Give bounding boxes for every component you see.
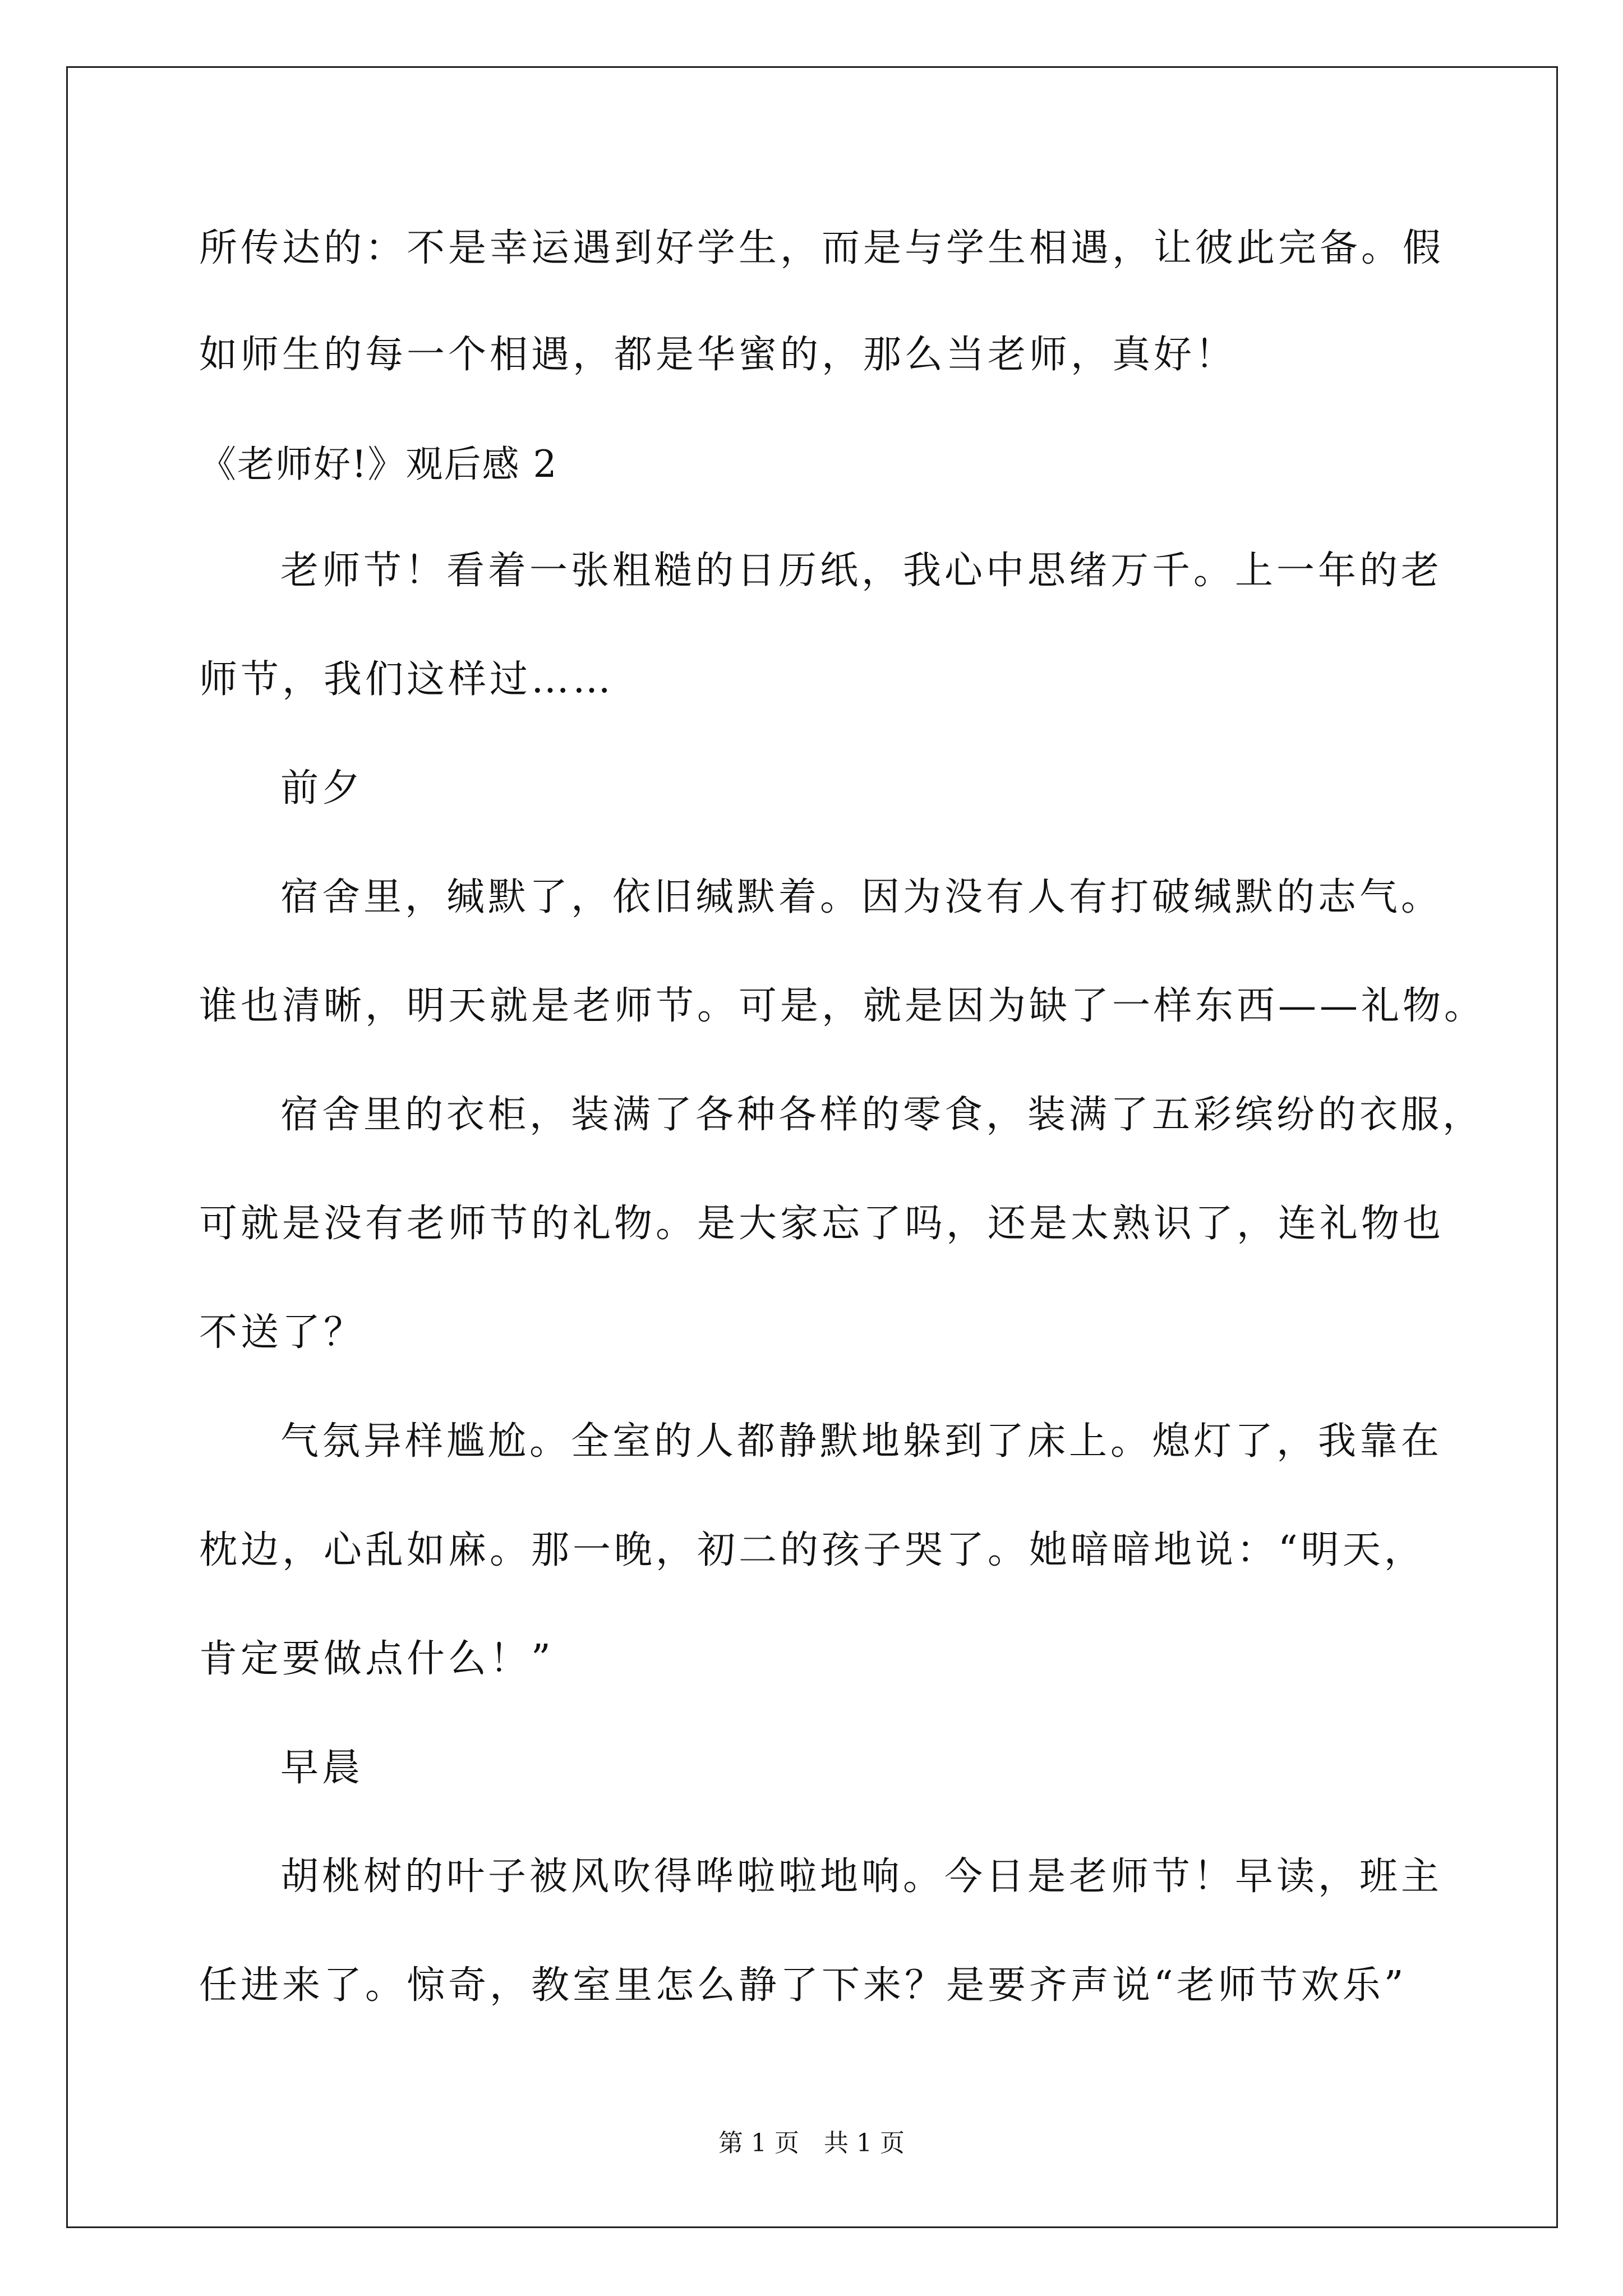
subheading-eve: 前夕 [280,766,364,811]
body-line-1: 所传达的：不是幸运遇到好学生，而是与学生相遇，让彼此完备。假 [199,226,1445,270]
subheading-morning: 早晨 [280,1746,364,1790]
body-line-8: 可就是没有老师节的礼物。是大家忘了吗，还是太熟识了，连礼物也 [199,1202,1445,1246]
body-line-4: 师节，我们这样过…… [199,657,615,702]
page-footer: 第 1 页 共 1 页 [718,2129,905,2157]
body-line-7: 宿舍里的衣柜，装满了各种各样的零食，装满了五彩缤纷的衣服， [280,1093,1484,1137]
section-heading: 《老师好!》观后感 2 [199,443,558,486]
body-line-3: 老师节！看着一张粗糙的日历纸，我心中思绪万千。上一年的老 [280,549,1443,593]
body-line-5: 宿舍里，缄默了，依旧缄默着。因为没有人有打破缄默的志气。 [280,875,1443,919]
body-line-14: 任进来了。惊奇，教室里怎么静了下来？是要齐声说“老师节欢乐” [199,1963,1407,2008]
body-line-11: 枕边，心乱如麻。那一晚，初二的孩子哭了。她暗暗地说：“明天， [199,1528,1426,1572]
body-line-13: 胡桃树的叶子被风吹得哗啦啦地响。今日是老师节！早读，班主 [280,1855,1443,1899]
body-line-9: 不送了？ [199,1310,366,1355]
body-line-12: 肯定要做点什么！” [199,1637,554,1681]
body-line-6: 谁也清晰，明天就是老师节。可是，就是因为缺了一样东西——礼物。 [199,984,1486,1028]
body-line-2: 如师生的每一个相遇，都是华蜜的，那么当老师，真好！ [199,333,1237,377]
page-border [66,66,1558,2228]
body-line-10: 气氛异样尴尬。全室的人都静默地躲到了床上。熄灯了，我靠在 [280,1419,1443,1464]
